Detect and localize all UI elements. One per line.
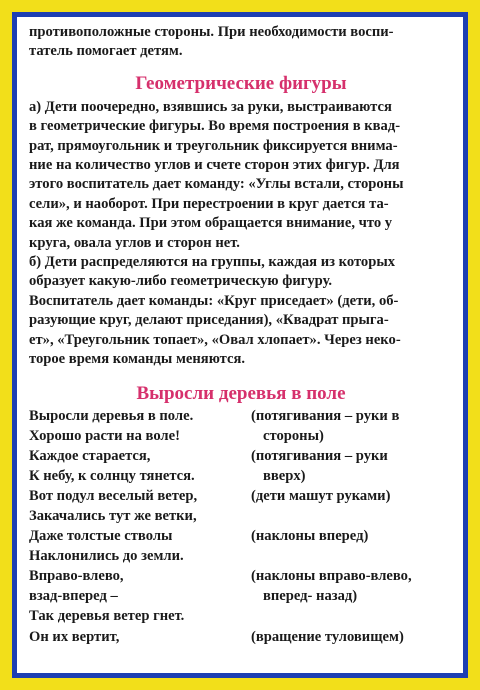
poem-row <box>29 506 453 526</box>
poem-row <box>29 627 453 647</box>
poem-action: (потягивания – руки в <box>251 407 400 424</box>
poem-action: вперед- назад) <box>263 588 358 605</box>
text-line: сели», и наоборот. При перестроении в круг дается та- <box>29 195 389 212</box>
poem-row <box>29 466 453 486</box>
poem-line: Вот подул веселый ветер, <box>29 487 198 504</box>
text-line: разующие круг, делают приседания), «Квадрат прыга- <box>29 312 389 329</box>
poem-line: Даже толстые стволы <box>29 528 173 545</box>
text-line: Воспитатель дает команды: «Круг приседает» (дети, об- <box>29 292 399 309</box>
intro-paragraph <box>29 23 453 62</box>
text-line: татель помогает детям. <box>29 43 183 60</box>
section-title-trees: Выросли деревья в поле <box>136 382 346 404</box>
poem-line: Каждое старается, <box>29 447 151 464</box>
page-content <box>12 12 468 678</box>
text-line: ние на количество углов и счете сторон этих фигур. Для <box>29 157 400 174</box>
poem-row <box>29 426 453 446</box>
poem-line: Наклонились до земли. <box>29 548 184 565</box>
poem-row <box>29 526 453 546</box>
poem-row <box>29 566 453 586</box>
text-line: а) Дети поочередно, взявшись за руки, выстраиваются <box>29 98 392 115</box>
text-line: круга, овала углов и сторон нет. <box>29 234 240 251</box>
text-line: образует какую-либо геометрическую фигуру. <box>29 273 333 290</box>
text-line: этого воспитатель дает команду: «Углы встали, стороны <box>29 176 404 193</box>
text-line: рат, прямоугольник и треугольник фиксируется внима- <box>29 137 398 154</box>
poem-action: стороны) <box>263 427 324 444</box>
poem-line: Хорошо расти на воле! <box>29 427 180 444</box>
text-line: кая же команда. При этом обращается внимание, что у <box>29 215 393 232</box>
geometric-figures-paragraph <box>29 98 453 370</box>
poem-line: Он их вертит, <box>29 628 120 645</box>
poem-row <box>29 606 453 626</box>
poem-action <box>251 606 453 626</box>
poem-line: Выросли деревья в поле. <box>29 407 194 424</box>
poem-line: Закачались тут же ветки, <box>29 507 197 524</box>
poem-row <box>29 406 453 426</box>
text-line: противоположные стороны. При необходимости воспи- <box>29 24 394 40</box>
poem-row <box>29 486 453 506</box>
poem-action: (потягивания – руки <box>251 447 388 464</box>
poem-line: Так деревья ветер гнет. <box>29 608 185 625</box>
text-line: ет», «Треугольник топает», «Овал хлопает». Через неко- <box>29 331 401 348</box>
poem-action: вверх) <box>263 467 306 484</box>
poem <box>29 406 453 647</box>
poem-row <box>29 586 453 606</box>
poem-line: взад-вперед – <box>29 588 118 605</box>
poem-action <box>251 546 453 566</box>
text-line: торое время команды меняются. <box>29 351 246 368</box>
poem-action <box>251 506 453 526</box>
poem-line: К небу, к солнцу тянется. <box>29 467 195 484</box>
poem-action: (наклоны вправо-влево, <box>251 568 412 585</box>
section-title-geometric-figures: Геометрические фигуры <box>135 72 347 94</box>
poem-action: (наклоны вперед) <box>251 528 369 545</box>
poem-row <box>29 446 453 466</box>
poem-row <box>29 546 453 566</box>
poem-line: Вправо-влево, <box>29 568 124 585</box>
text-line: в геометрические фигуры. Во время построения в квад- <box>29 118 401 135</box>
text-line: б) Дети распределяются на группы, каждая из которых <box>29 254 396 271</box>
poem-action: (дети машут руками) <box>251 487 391 504</box>
poem-action: (вращение туловищем) <box>251 628 404 645</box>
